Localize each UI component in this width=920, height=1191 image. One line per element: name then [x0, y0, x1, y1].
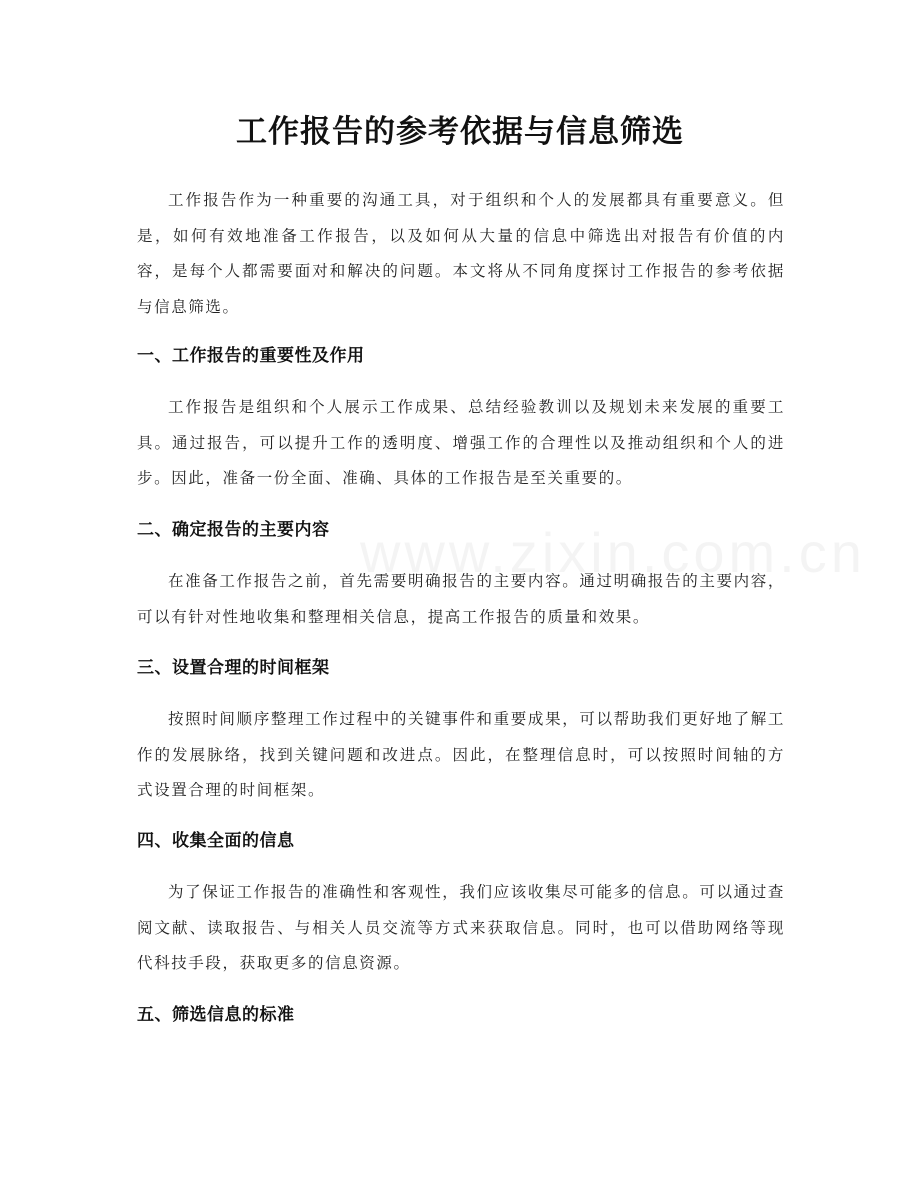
page-title: 工作报告的参考依据与信息筛选 [236, 114, 684, 150]
section-heading-5: 五、筛选信息的标准 [137, 1005, 295, 1025]
section-heading-4: 四、收集全面的信息 [137, 831, 295, 851]
section-heading-3: 三、设置合理的时间框架 [137, 658, 330, 678]
section-body-2: 在准备工作报告之前，首先需要明确报告的主要内容。通过明确报告的主要内容，可以有针对性地收集和整理相关信息，提高工作报告的质量和效果。 [137, 572, 785, 626]
section-body-4: 为了保证工作报告的准确性和客观性，我们应该收集尽可能多的信息。可以通过查阅文献、读取报告、与相关人员交流等方式来获取信息。同时，也可以借助网络等现代科技手段，获取更多的信息资源。 [137, 883, 785, 972]
section-heading-2: 二、确定报告的主要内容 [137, 520, 330, 540]
section-heading-1: 一、工作报告的重要性及作用 [137, 346, 365, 366]
intro-paragraph: 工作报告作为一种重要的沟通工具，对于组织和个人的发展都具有重要意义。但是，如何有效地准备工作报告，以及如何从大量的信息中筛选出对报告有价值的内容，是每个人都需要面对和解决的问题。本文将从不同角度探讨工作报告的参考依据与信息筛选。 [137, 191, 785, 316]
section-body-1: 工作报告是组织和个人展示工作成果、总结经验教训以及规划未来发展的重要工具。通过报告，可以提升工作的透明度、增强工作的合理性以及推动组织和个人的进步。因此，准备一份全面、准确、具体的工作报告是至关重要的。 [137, 398, 785, 487]
section-body-3: 按照时间顺序整理工作过程中的关键事件和重要成果，可以帮助我们更好地了解工作的发展脉络，找到关键问题和改进点。因此，在整理信息时，可以按照时间轴的方式设置合理的时间框架。 [137, 710, 785, 799]
